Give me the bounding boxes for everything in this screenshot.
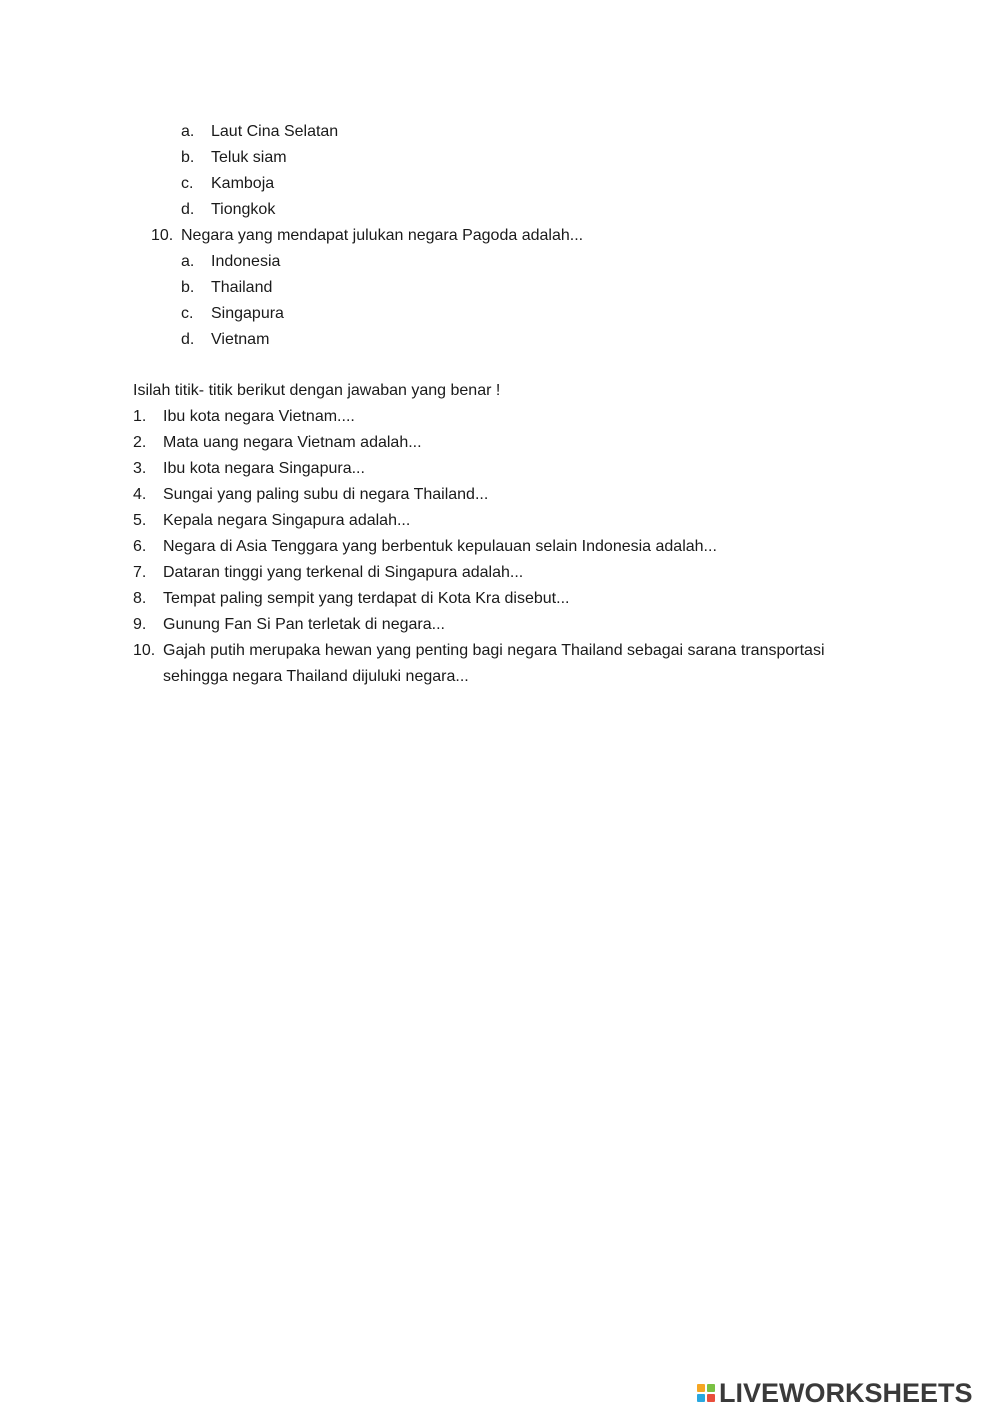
item-text: Gunung Fan Si Pan terletak di negara... (163, 616, 445, 633)
liveworksheets-logo (697, 1377, 973, 1409)
option-text: Teluk siam (211, 149, 287, 166)
item-text: Gajah putih merupaka hewan yang penting bagi negara Thailand sebagai sarana transportasi (163, 642, 825, 659)
item-number: 3. (133, 460, 147, 477)
option-marker: d. (181, 201, 195, 218)
brand-name: LIVEWORKSHEETS (719, 1377, 973, 1408)
question-text: Negara yang mendapat julukan negara Pagoda adalah... (181, 227, 584, 244)
item-number: 5. (133, 512, 147, 529)
option-text: Thailand (211, 279, 273, 296)
logo-mark-icon (697, 1384, 715, 1402)
item-number: 1. (133, 408, 147, 425)
item-text: Mata uang negara Vietnam adalah... (163, 434, 422, 451)
option-text: Tiongkok (211, 201, 276, 218)
option-marker: a. (181, 123, 195, 140)
item-number: 6. (133, 538, 147, 555)
option-marker: c. (181, 175, 194, 192)
option-text: Indonesia (211, 253, 281, 270)
option-marker: c. (181, 305, 194, 322)
option-text: Laut Cina Selatan (211, 123, 339, 140)
item-text: Negara di Asia Tenggara yang berbentuk kepulauan selain Indonesia adalah... (163, 538, 717, 555)
option-marker: b. (181, 149, 195, 166)
item-text: Sungai yang paling subu di negara Thailand... (163, 486, 489, 503)
item-number: 9. (133, 616, 147, 633)
item-text: Ibu kota negara Singapura... (163, 460, 365, 477)
item-number: 4. (133, 486, 147, 503)
item-number: 7. (133, 564, 147, 581)
option-text: Singapura (211, 305, 284, 322)
option-marker: b. (181, 279, 195, 296)
item-text: Tempat paling sempit yang terdapat di Kota Kra disebut... (163, 590, 570, 607)
item-text: Ibu kota negara Vietnam.... (163, 408, 355, 425)
item-text: Kepala negara Singapura adalah... (163, 512, 411, 529)
question-number: 10. (151, 227, 174, 244)
instruction-text: Isilah titik- titik berikut dengan jawaban yang benar ! (133, 382, 501, 399)
item-number: 8. (133, 590, 147, 607)
option-marker: d. (181, 331, 195, 348)
option-text: Vietnam (211, 331, 270, 348)
option-marker: a. (181, 253, 195, 270)
item-number: 2. (133, 434, 147, 451)
item-number: 10. (133, 642, 156, 659)
option-text: Kamboja (211, 175, 275, 192)
item-text: sehingga negara Thailand dijuluki negara... (163, 668, 469, 685)
item-text: Dataran tinggi yang terkenal di Singapura adalah... (163, 564, 524, 581)
